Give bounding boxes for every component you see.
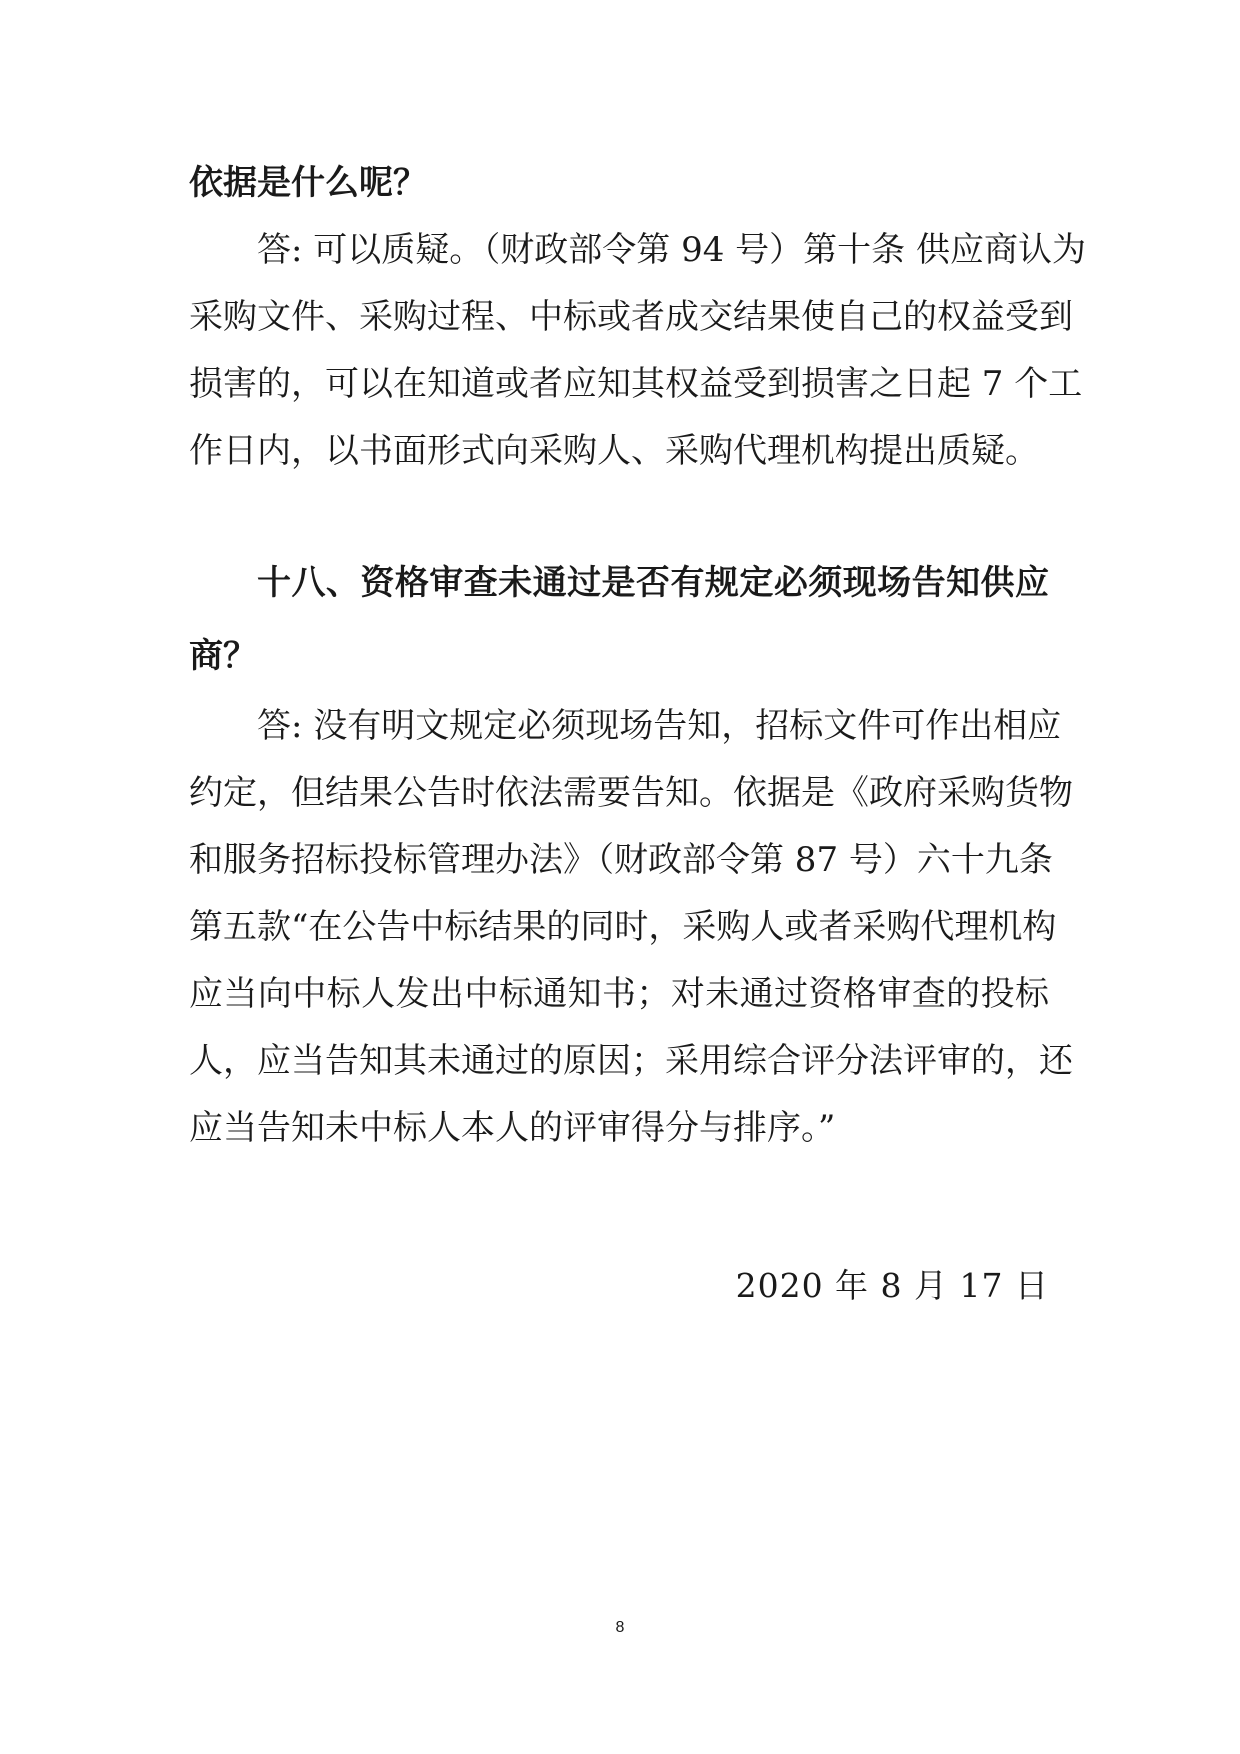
page-body — [189, 150, 1086, 1162]
continued-question-heading: 依据是什么呢？ — [189, 163, 427, 203]
answer-line: 和服务招标投标管理办法》（财政部令第 87 号）六十九条 — [189, 840, 1053, 880]
question-heading-line: 商？ — [189, 636, 257, 676]
answer-line: 应当告知未中标人本人的评审得分与排序。” — [189, 1108, 836, 1148]
answer-paragraph-1 — [189, 217, 1086, 485]
answer-line: 第五款“在公告中标结果的同时，采购人或者采购代理机构 — [189, 907, 1057, 947]
answer-line: 应当向中标人发出中标通知书；对未通过资格审查的投标 — [189, 974, 1049, 1014]
answer-line: 损害的，可以在知道或者应知其权益受到损害之日起 7 个工 — [189, 364, 1083, 404]
answer-line: 作日内，以书面形式向采购人、采购代理机构提出质疑。 — [189, 431, 1039, 471]
answer-line: 人，应当告知其未通过的原因；采用综合评分法评审的，还 — [189, 1041, 1073, 1081]
answer-line: 答: 可以质疑。（财政部令第 94 号）第十条 供应商认为 — [257, 230, 1086, 270]
question-heading-line: 十八、资格审查未通过是否有规定必须现场告知供应 — [257, 563, 1049, 603]
question-18-heading — [189, 547, 1049, 693]
document-date: 2020 年 8 月 17 日 — [735, 1266, 1049, 1305]
section-spacer — [189, 485, 1049, 547]
answer-line: 采购文件、采购过程、中标或者成交结果使自己的权益受到 — [189, 297, 1073, 337]
answer-paragraph-18 — [189, 693, 1073, 1162]
page-number: 8 — [615, 1619, 625, 1636]
answer-line: 约定，但结果公告时依法需要告知。依据是《政府采购货物 — [189, 773, 1073, 813]
answer-line: 答: 没有明文规定必须现场告知，招标文件可作出相应 — [257, 706, 1062, 746]
